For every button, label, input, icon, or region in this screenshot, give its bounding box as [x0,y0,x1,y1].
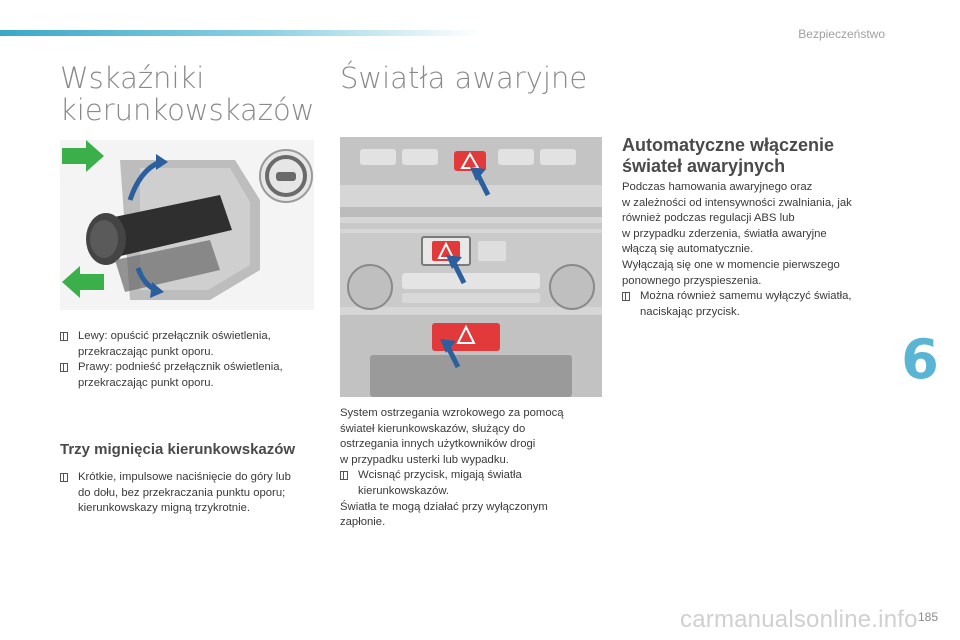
automatic-hazard-heading [622,135,882,177]
arrow-bullet-icon [60,332,68,341]
arrow-bullet-icon [340,471,348,480]
turn-signals-title [60,62,320,126]
arrow-bullet-icon [60,363,68,372]
list-item [60,329,330,360]
text-line: Wyłączają się one w momencie pierwszego [622,258,840,271]
text-line: w przypadku usterki lub wypadku. [340,453,509,466]
list-item [340,468,610,499]
text-line: świateł kierunkowskazów, służący do [340,422,526,435]
bullet-line: Lewy: opuścić przełącznik oświetlenia, [78,330,271,342]
text-line: Światła te mogą działać przy wyłączonym [340,500,548,513]
list-item [60,360,330,391]
watermark: carmanualsonline.info [680,606,918,633]
arrow-bullet-icon [60,473,68,482]
hazard-lights-title: Światła awaryjne [340,61,588,95]
page-number: 185 [917,610,938,624]
title-line: kierunkowskazów [60,93,315,127]
text-line: zapłonie. [340,516,386,529]
text-line: również podczas regulacji ABS lub [622,212,795,225]
heading-line: Automatyczne włączenie [622,135,835,155]
automatic-hazard-text [622,180,892,320]
text-line: w zależności od intensywności zwalniania, jak [622,196,852,209]
bullet-line: Prawy: podnieść przełącznik oświetlenia, [78,361,283,374]
bullet-line: naciskając przycisk. [640,305,740,318]
three-flashes-heading: Trzy mignięcia kierunkowskazów [60,441,296,458]
text-line: Podczas hamowania awaryjnego oraz [622,181,813,193]
text-line: System ostrzegania wzrokowego za pomocą [340,407,564,419]
bullet-line: Krótkie, impulsowe naciśnięcie do góry lub [78,471,291,483]
bullet-line: Wcisnąć przycisk, migają światła [358,469,522,482]
three-flashes-text [60,470,330,517]
bullet-line: kierunkowskazy migną trzykrotnie. [78,502,251,515]
chapter-tab [896,330,944,390]
bullet-line: do dołu, bez przekraczania punktu oporu; [78,486,286,499]
stalk-instructions [60,329,330,391]
section-title: Bezpieczeństwo [798,27,885,41]
text-line: ponownego przyspieszenia. [622,274,762,287]
hazard-description [340,406,610,531]
heading-line: świateł awaryjnych [622,156,786,176]
title-line: Wskaźniki [60,61,205,95]
list-item [622,289,892,320]
bullet-line: Można również samemu wyłączyć światła, [640,290,852,303]
bullet-line: przekraczając punkt oporu. [78,376,214,389]
text-line: włączą się automatycznie. [622,243,754,256]
hazard-button-illustration [340,137,602,397]
list-item [60,470,330,517]
turn-signal-stalk-illustration [60,140,314,310]
header-accent-bar [0,30,480,36]
bullet-line: kierunkowskazów. [358,484,450,497]
bullet-line: przekraczając punkt oporu. [78,345,214,358]
text-line: w przypadku zderzenia, światła awaryjne [622,227,827,240]
text-line: ostrzegania innych użytkowników drogi [340,438,536,451]
chapter-number: 6 [901,328,939,391]
arrow-bullet-icon [622,292,630,301]
